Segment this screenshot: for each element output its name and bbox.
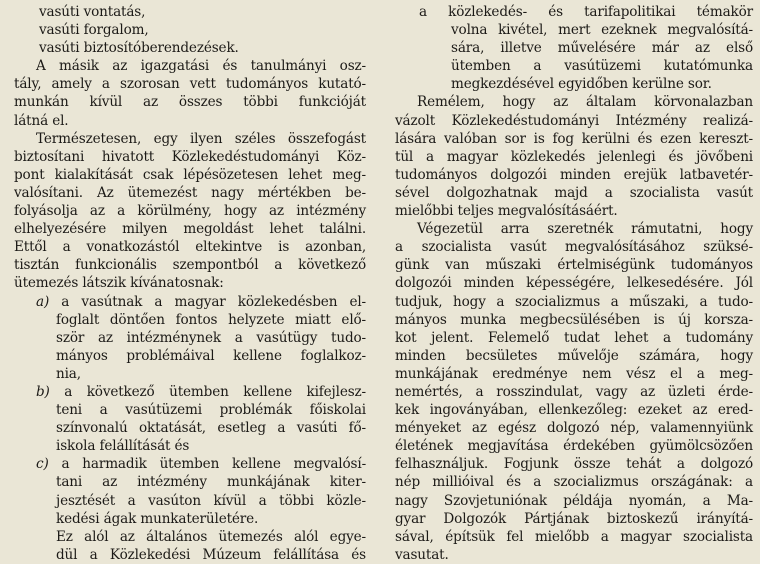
line-text: kot jelent. Felemelő tudat lehet a tudomány	[395, 329, 753, 346]
line-text: mielőbbi teljes megvalósításáért.	[395, 203, 618, 220]
line-text: ször az intézménynek a vasútügy tudo-	[56, 329, 366, 346]
text-line	[14, 401, 366, 419]
text-line	[14, 365, 366, 383]
line-text: Remélem, hogy az általam körvonalazban	[417, 94, 753, 111]
text-line	[395, 546, 753, 564]
line-text: valósítani. Az ütemezést nagy mértékben be-	[14, 184, 366, 201]
line-text: kek ingoványában, ellenkezőleg: ezeket az ered-	[395, 402, 753, 419]
line-text: dolgozói minden képességére, lelkesedésére. Jól	[395, 275, 753, 292]
line-text: kedési ágak munkaterületére.	[56, 510, 259, 527]
line-text: munkán kívül az összes többi funkcióját	[14, 94, 366, 111]
text-line	[395, 148, 753, 166]
text-line	[14, 437, 366, 455]
text-line	[14, 184, 366, 202]
text-line	[395, 274, 753, 292]
line-text: tani az intézmény munkájának kiter-	[56, 474, 366, 491]
text-line	[395, 166, 753, 184]
text-line	[395, 437, 753, 455]
line-text: Ettől a vonatkozástól eltekintve is azonban,	[14, 239, 366, 256]
line-text: lására valóban sor is fog kerülni és ezen kereszt-	[395, 130, 753, 147]
line-text: gyar Dolgozók Pártjának biztoskezű irányítá-	[395, 510, 753, 527]
text-line	[14, 75, 366, 93]
text-line	[14, 220, 366, 238]
text-line	[395, 455, 753, 473]
line-text: jesztését a vasúton kívül a többi közle-	[56, 492, 366, 509]
line-text: Ez alól az általános ütemezés alól egye-	[56, 528, 366, 545]
line-text: dül a Közlekedési Múzeum felállítása és	[56, 546, 366, 563]
list-marker: b)	[36, 383, 50, 400]
line-text: a szocialista vasút megvalósításához szüksé-	[395, 239, 753, 256]
line-text: vasúti biztosítóberendezések.	[39, 40, 239, 57]
line-text: elhelyezésére milyen megoldást lehet találni.	[14, 221, 366, 238]
line-text: Természetesen, egy ilyen széles összefogást	[36, 130, 366, 147]
line-text: sára, illetve művelésére már az első	[451, 40, 753, 57]
line-text: megkezdésével egyidőben kerülne sor.	[451, 76, 712, 93]
line-text: sával, építsük fel mielőbb a magyar szocialista	[395, 528, 753, 545]
text-line	[395, 293, 753, 311]
line-text: mányos munka megbecsülésében is új korsza-	[395, 311, 753, 328]
line-text: nagy Szovjetuniónak példája nyomán, a Ma-	[395, 492, 753, 509]
line-text: tudományos dolgozói minden erejük latbavetér-	[395, 166, 753, 183]
text-line	[14, 3, 366, 21]
line-text: tisztán funkcionális szempontból a következő	[14, 257, 366, 274]
line-text: a harmadik ütemben kellene megvalósí-	[61, 456, 367, 473]
line-text: munkájának eredménye nem vész el a meg-	[395, 365, 753, 382]
line-text: tály, amely a szorosan vett tudományos kutató-	[14, 76, 366, 93]
text-line	[395, 220, 753, 238]
line-text: a közlekedés- és tarifapolitikai témakör	[419, 4, 753, 20]
text-line	[395, 365, 753, 383]
line-text: Végezetül arra szeretnék rámutatni, hogy	[417, 221, 753, 238]
text-line	[14, 57, 366, 75]
line-text: nép millióival és a szocializmus országának: a	[395, 474, 753, 491]
line-text: látná el.	[14, 112, 69, 129]
text-line	[14, 492, 366, 510]
text-line	[14, 274, 366, 292]
list-marker: a)	[36, 293, 50, 310]
text-line	[14, 455, 366, 473]
line-text: vasutat.	[395, 546, 449, 563]
text-line	[14, 238, 366, 256]
text-line	[14, 256, 366, 274]
line-text: volna kivétel, mert ezeknek megvalósítá-	[451, 22, 753, 39]
text-line	[395, 528, 753, 546]
text-line	[395, 39, 753, 57]
text-line	[14, 510, 366, 528]
line-text: nia,	[56, 365, 81, 382]
line-text: tudjuk, hogy a szocializmus a műszaki, a tudo-	[395, 293, 753, 310]
text-line	[395, 473, 753, 491]
text-line	[14, 546, 366, 564]
text-line	[395, 112, 753, 130]
text-line	[14, 347, 366, 365]
text-line	[395, 383, 753, 401]
text-line	[14, 39, 366, 57]
line-text: színvonalú oktatását, esetleg a vasúti fő-	[56, 420, 366, 437]
text-line	[395, 202, 753, 220]
text-line	[395, 329, 753, 347]
line-text: ütemezés látszik kívánatosnak:	[14, 275, 224, 292]
text-line	[14, 293, 366, 311]
line-text: sével dolgozhatnak majd a szocialista vasút	[395, 184, 753, 201]
text-line	[14, 473, 366, 491]
text-line	[395, 492, 753, 510]
text-line	[14, 419, 366, 437]
text-line	[395, 311, 753, 329]
text-line	[395, 130, 753, 148]
line-text: a vasútnak a magyar közlekedésben el-	[61, 293, 367, 310]
line-text: minden becsületes művelője számára, hogy	[395, 347, 753, 364]
text-line	[395, 21, 753, 39]
text-line	[14, 528, 366, 546]
line-text: ütemben a vasútüzemi kutatómunka	[451, 58, 753, 75]
line-text: biztosítani hivatott Közlekedéstudományi Köz-	[14, 148, 366, 165]
text-line	[395, 93, 753, 111]
text-line	[14, 148, 366, 166]
line-text: iskola felállítását és	[56, 438, 190, 455]
text-line	[395, 238, 753, 256]
list-marker: c)	[36, 456, 49, 473]
line-text: ményeket az egész dolgozó nép, valamennyiünk	[395, 420, 753, 437]
line-text: pont kialakítását csak lépésözetesen lehet meg-	[14, 166, 366, 183]
text-line	[14, 130, 366, 148]
line-text: vasúti forgalom,	[39, 22, 149, 39]
line-text: nemértés, a rosszindulat, vagy az üzleti érde-	[395, 383, 753, 400]
line-text: A másik az igazgatási és tanulmányi osz-	[36, 58, 366, 75]
text-line	[14, 383, 366, 401]
text-line	[14, 311, 366, 329]
line-text: vázolt Közlekedéstudományi Intézmény realizá-	[395, 112, 753, 129]
line-text: folyásolja az a körülmény, hogy az intézmény	[14, 203, 366, 220]
text-line	[14, 329, 366, 347]
line-text: foglalt döntően fontos helyzete miatt elő-	[56, 311, 366, 328]
text-line	[14, 166, 366, 184]
text-line	[395, 419, 753, 437]
text-line	[14, 202, 366, 220]
line-text: mányos problémáival kellene foglalkoz-	[56, 347, 366, 364]
text-line	[395, 57, 753, 75]
text-line	[395, 401, 753, 419]
text-line	[395, 510, 753, 528]
line-text: teni a vasútüzemi problémák főiskolai	[56, 402, 366, 419]
right-text-column	[395, 3, 753, 564]
text-line	[395, 184, 753, 202]
line-text: vasúti vontatás,	[39, 4, 146, 20]
line-text: felhasználjuk. Fogjunk össze tehát a dolgozó	[395, 456, 753, 473]
line-text: a következő ütemben kellene kifejlesz-	[64, 383, 366, 400]
text-line	[395, 256, 753, 274]
text-line	[14, 112, 366, 130]
line-text: életének megjavítása érdekében gyümölcsözően	[395, 438, 753, 455]
line-text: tül a magyar közlekedés jelenlegi és jövőbeni	[395, 148, 753, 165]
text-line	[14, 93, 366, 111]
text-line	[395, 75, 753, 93]
text-line	[14, 21, 366, 39]
text-line	[395, 347, 753, 365]
line-text: günk van műszaki értelmiségünk tudományos	[395, 257, 753, 274]
text-line	[395, 3, 753, 21]
left-text-column	[14, 3, 366, 564]
